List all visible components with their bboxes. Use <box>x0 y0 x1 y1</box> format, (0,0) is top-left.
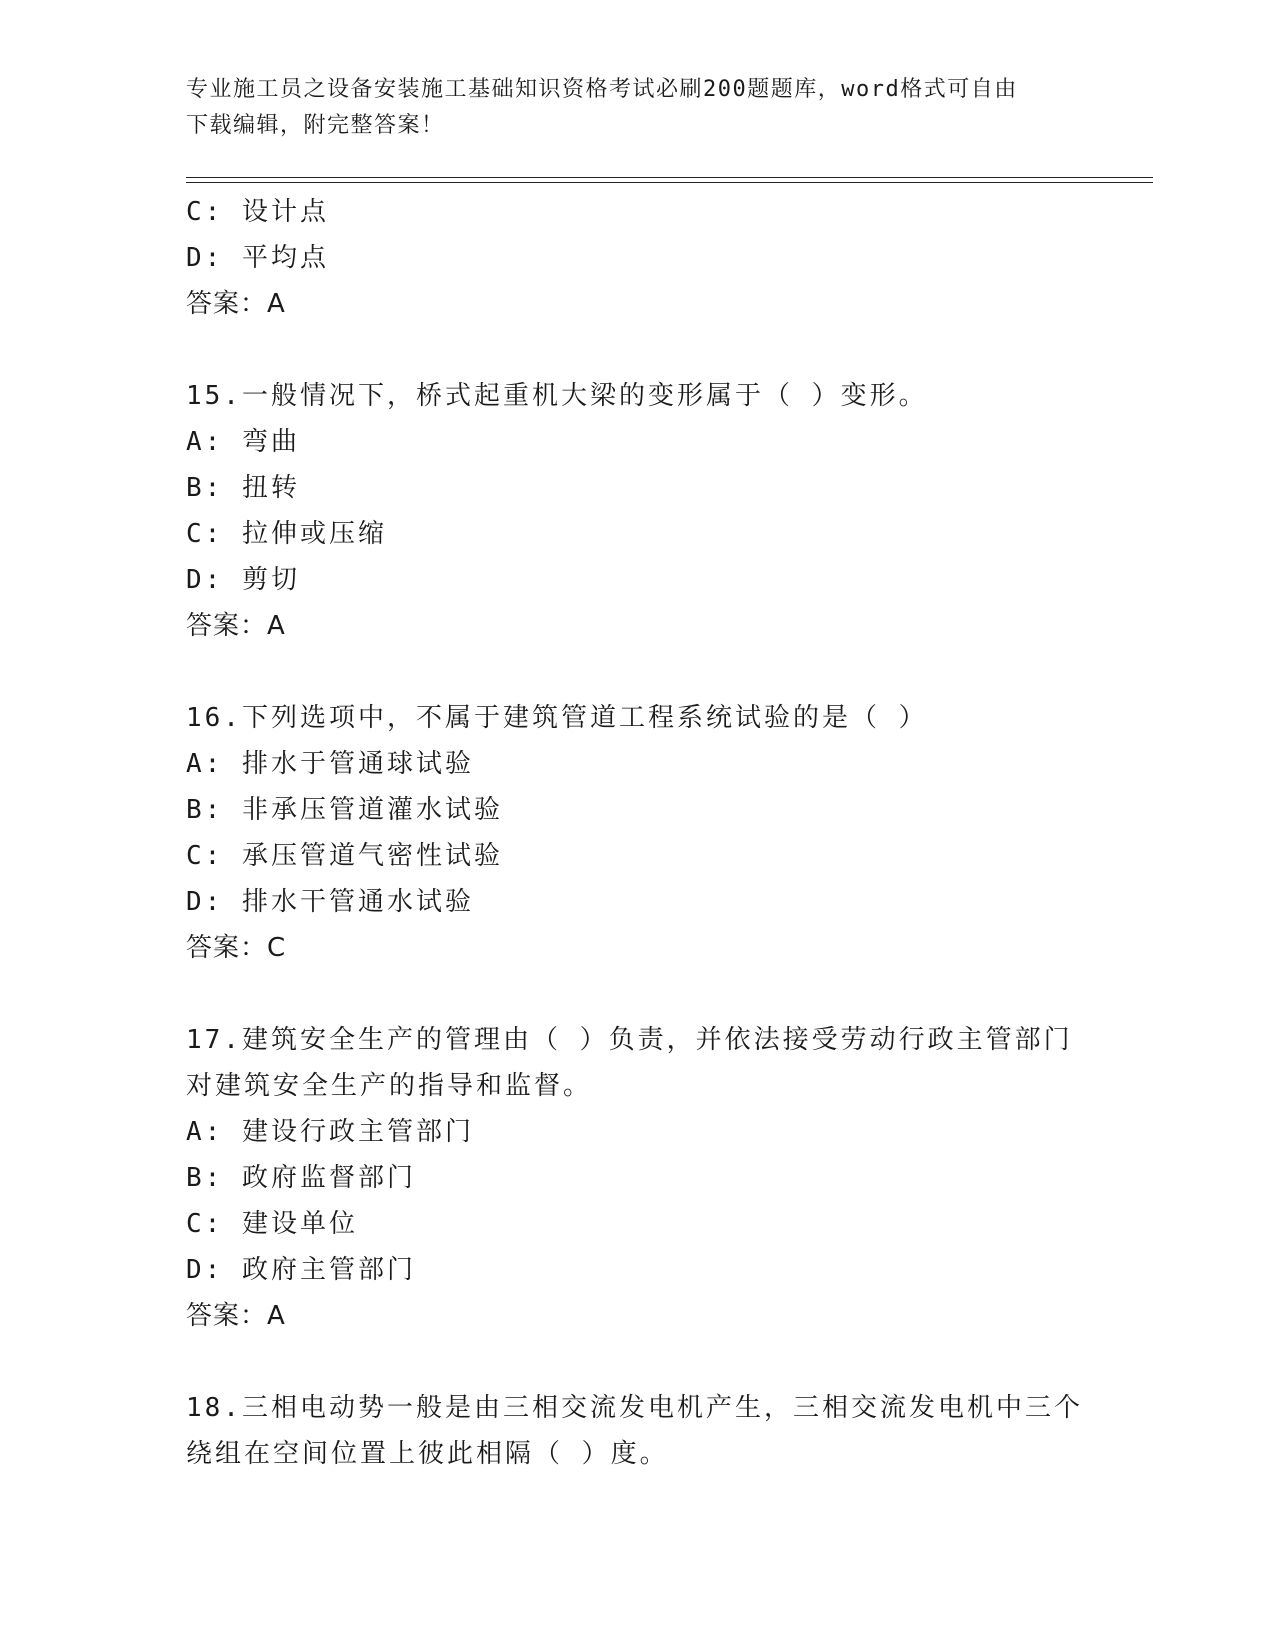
question-stem-line-2: 对建筑安全生产的指导和监督。 <box>186 1071 593 1101</box>
header-line-1: 专业施工员之设备安装施工基础知识资格考试必刷200题题库，word格式可自由 <box>186 77 1018 102</box>
option-d: D: 排水干管通水试验 <box>186 887 474 917</box>
question-list <box>186 189 1086 1477</box>
option-c: C: 承压管道气密性试验 <box>186 841 503 871</box>
question-stem-line-1: 17.建筑安全生产的管理由（ ）负责，并依法接受劳动行政主管部门 <box>186 1025 1073 1055</box>
option-d: D: 平均点 <box>186 243 329 273</box>
question-18 <box>186 1385 1086 1477</box>
question-16 <box>186 695 1086 971</box>
question-stem: 15.一般情况下，桥式起重机大梁的变形属于（ ）变形。 <box>186 381 928 411</box>
header-line-2: 下载编辑，附完整答案！ <box>186 113 445 138</box>
document-header <box>186 72 1066 144</box>
option-d: D: 剪切 <box>186 565 300 595</box>
question-14-tail <box>186 189 1086 327</box>
header-rule-top <box>186 177 1153 178</box>
option-c: C: 设计点 <box>186 197 329 227</box>
option-a: A: 排水于管通球试验 <box>186 749 474 779</box>
option-a: A: 建设行政主管部门 <box>186 1117 474 1147</box>
option-b: B: 政府监督部门 <box>186 1163 416 1193</box>
question-stem-line-1: 18.三相电动势一般是由三相交流发电机产生，三相交流发电机中三个 <box>186 1393 1083 1423</box>
option-b: B: 扭转 <box>186 473 300 503</box>
answer-line: 答案：A <box>186 289 286 319</box>
question-17 <box>186 1017 1086 1339</box>
header-rule-bottom <box>186 182 1153 183</box>
question-stem: 16.下列选项中，不属于建筑管道工程系统试验的是（ ） <box>186 703 928 733</box>
option-c: C: 拉伸或压缩 <box>186 519 387 549</box>
option-d: D: 政府主管部门 <box>186 1255 416 1285</box>
question-15 <box>186 373 1086 649</box>
answer-line: 答案：A <box>186 611 286 641</box>
option-b: B: 非承压管道灌水试验 <box>186 795 503 825</box>
answer-line: 答案：A <box>186 1301 286 1331</box>
option-a: A: 弯曲 <box>186 427 300 457</box>
question-stem-line-2: 绕组在空间位置上彼此相隔（ ）度。 <box>186 1439 669 1469</box>
answer-line: 答案：C <box>186 933 287 963</box>
option-c: C: 建设单位 <box>186 1209 358 1239</box>
